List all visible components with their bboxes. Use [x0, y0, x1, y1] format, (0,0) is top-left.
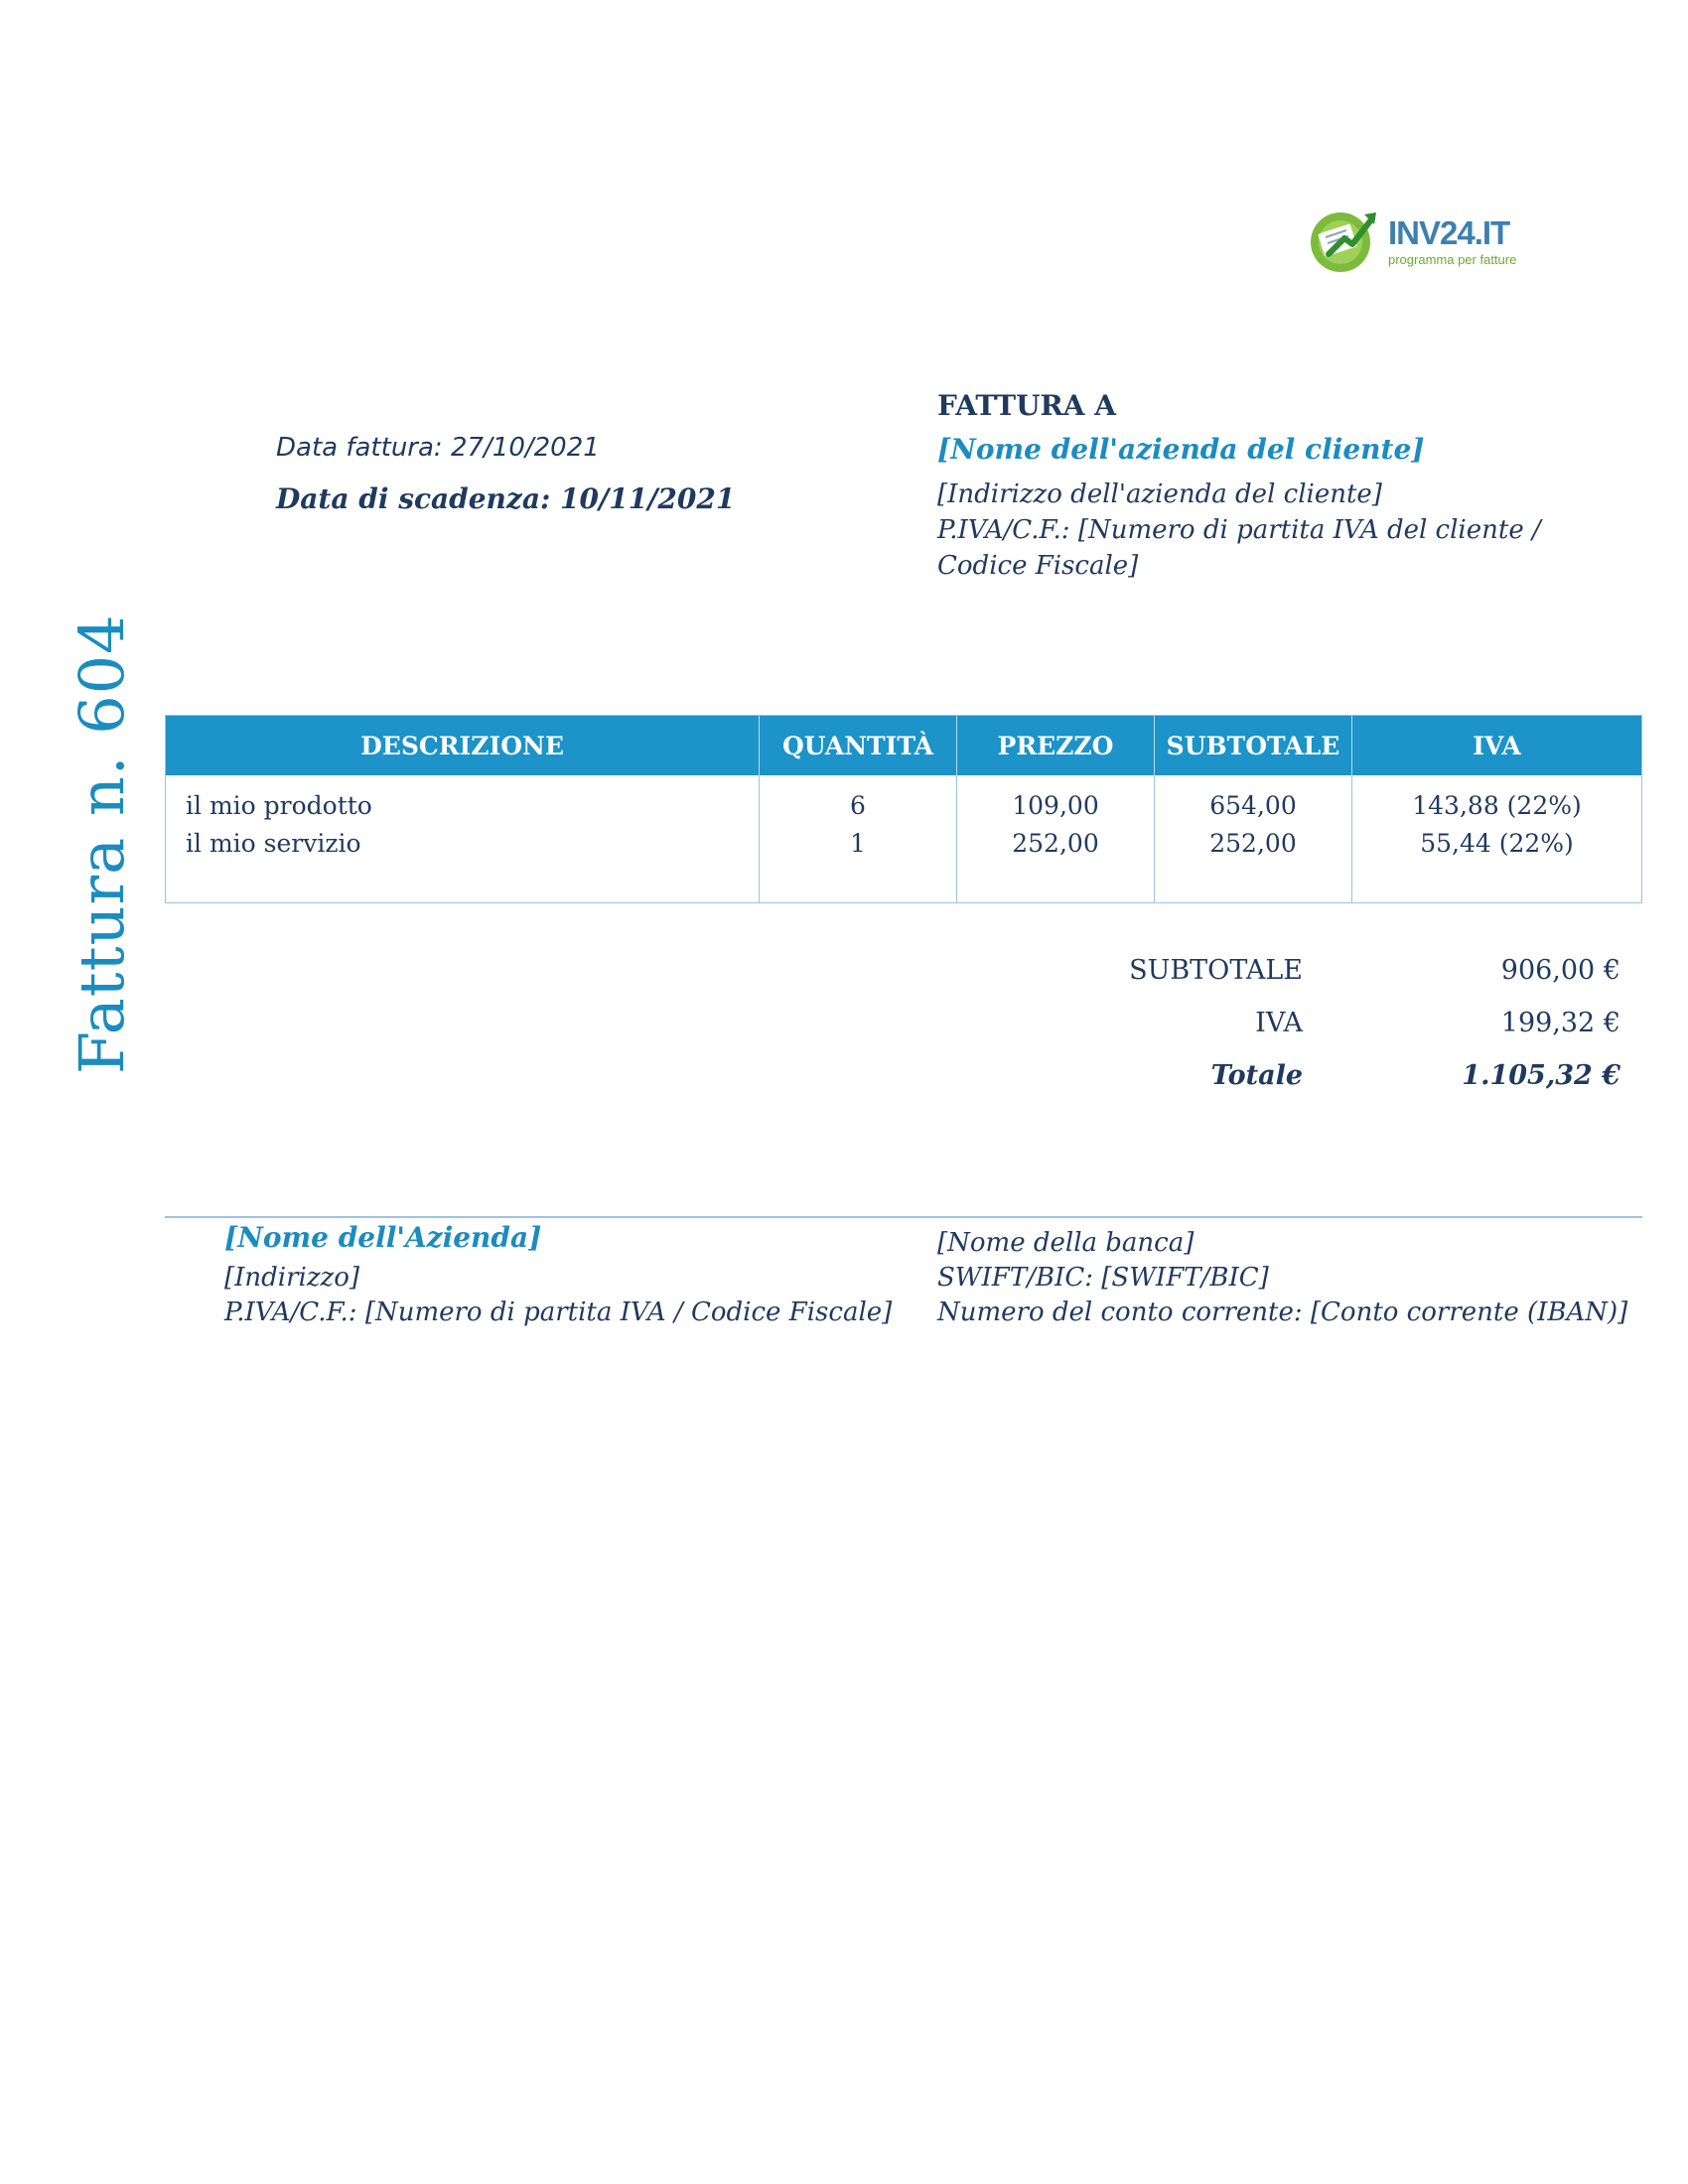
brand-logo — [1307, 205, 1517, 274]
column-subtotal — [1155, 775, 1352, 902]
total-value: 1.105,32 € — [1462, 1060, 1620, 1091]
swift-bic: SWIFT/BIC: [SWIFT/BIC] — [937, 1263, 1269, 1293]
client-name: [Nome dell'azienda del cliente] — [937, 433, 1425, 466]
iva-label: IVA — [1255, 1008, 1303, 1038]
row-2-quantity: 1 — [850, 829, 866, 858]
row-1-description: il mio prodotto — [186, 791, 372, 820]
header-quantity: QUANTITÀ — [760, 716, 957, 775]
row-2-iva: 55,44 (22%) — [1420, 829, 1574, 858]
logo-brand-text: INV24.IT — [1388, 214, 1510, 251]
logo-tagline: programma per fatture — [1388, 252, 1517, 267]
column-price — [957, 775, 1155, 902]
header-subtotal: SUBTOTALE — [1155, 716, 1352, 775]
row-2-subtotal: 252,00 — [1209, 829, 1297, 858]
logo-check-icon — [1307, 205, 1378, 274]
client-address: [Indirizzo dell'azienda del cliente] — [937, 479, 1382, 509]
client-vat-line2: Codice Fiscale] — [937, 551, 1139, 581]
subtotal-value: 906,00 € — [1500, 955, 1620, 986]
iban: Numero del conto corrente: [Conto corrente (IBAN)] — [937, 1297, 1628, 1327]
row-2-price: 252,00 — [1012, 829, 1099, 858]
footer-divider — [165, 1216, 1642, 1218]
company-name: [Nome dell'Azienda] — [224, 1221, 542, 1254]
header-price: PREZZO — [957, 716, 1155, 775]
column-description — [166, 775, 760, 902]
table-header — [166, 716, 1641, 775]
due-date: Data di scadenza: 10/11/2021 — [276, 482, 736, 515]
row-2-description: il mio servizio — [186, 829, 361, 858]
header-description: DESCRIZIONE — [166, 716, 760, 775]
total-label: Totale — [1210, 1060, 1303, 1091]
row-1-iva: 143,88 (22%) — [1412, 791, 1582, 820]
bank-name: [Nome della banca] — [937, 1228, 1195, 1258]
column-quantity — [760, 775, 957, 902]
invoice-date: Data fattura: 27/10/2021 — [276, 433, 600, 463]
company-address: [Indirizzo] — [224, 1263, 360, 1293]
iva-value: 199,32 € — [1500, 1008, 1620, 1038]
row-1-quantity: 6 — [850, 791, 866, 820]
client-vat-line1: P.IVA/C.F.: [Numero di partita IVA del cliente / — [937, 515, 1541, 545]
row-1-price: 109,00 — [1012, 791, 1099, 820]
row-1-subtotal: 654,00 — [1209, 791, 1297, 820]
table-body — [166, 775, 1641, 902]
invoice-title: Fattura n. 604 — [66, 614, 138, 1074]
company-vat: P.IVA/C.F.: [Numero di partita IVA / Codice Fiscale] — [224, 1297, 893, 1327]
bill-to-heading: FATTURA A — [937, 389, 1116, 422]
items-table — [165, 715, 1642, 903]
column-iva — [1352, 775, 1641, 902]
subtotal-label: SUBTOTALE — [1129, 955, 1303, 986]
header-iva: IVA — [1473, 731, 1521, 760]
